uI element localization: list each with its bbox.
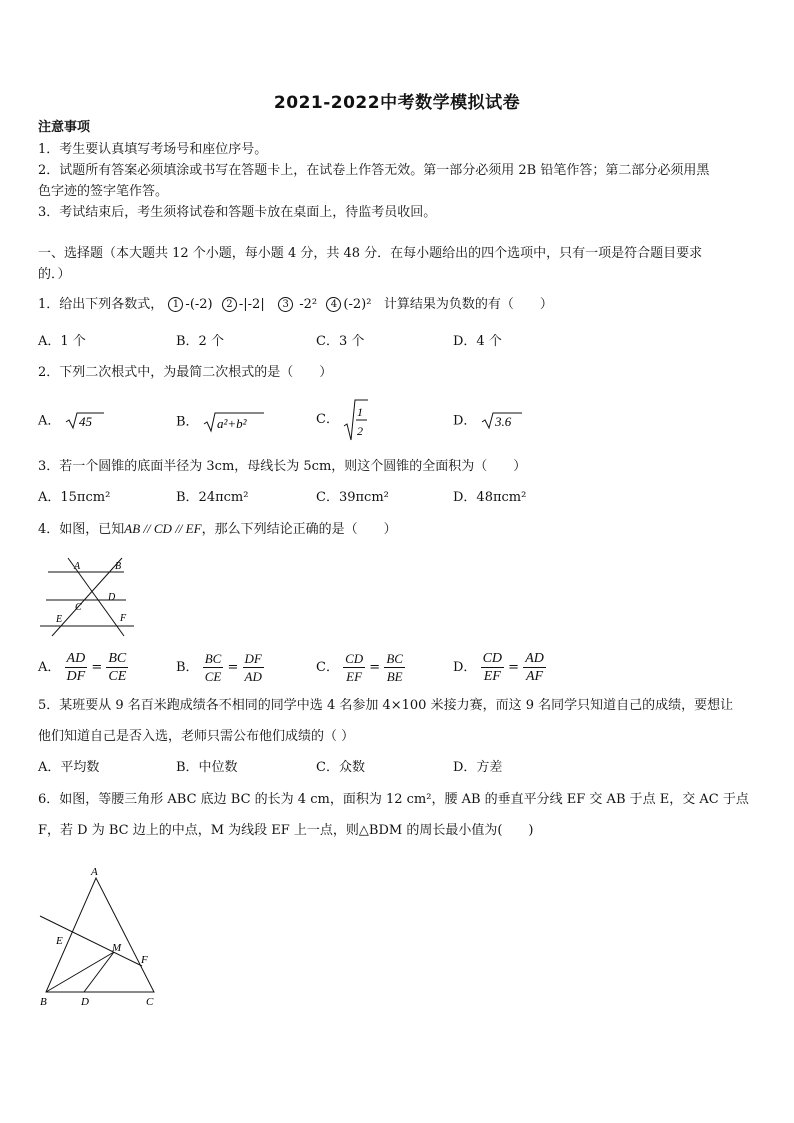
section-heading: 一、选择题（本大题共 12 个小题，每小题 4 分，共 48 分．在每小题给出的四个选项中，只有一项是符合题目要求	[38, 246, 703, 261]
q1-suffix: 计算结果为负数的有（ ）	[383, 297, 553, 312]
fig6-label-f: F	[141, 954, 148, 966]
fig4-label-b: B	[115, 561, 122, 572]
question-2-stem: 2．下列二次根式中，为最简二次根式的是（ ）	[38, 365, 333, 380]
fig4-label-d: D	[108, 592, 116, 603]
question-5-stem: 5．某班要从 9 名百米跑成绩各不相同的同学中选 4 名参加 4×100 米接力赛，而这 9 名同学只知道自己的成绩，要想让	[38, 698, 734, 713]
q4-b-num2: DF	[244, 651, 262, 666]
q1-prefix: 1．给出下列各数式，	[38, 297, 164, 312]
circle-2-icon: 2	[222, 297, 237, 312]
q4-option-d: D． $\frac{CD}{EF}$ = $\frac{AD}{AF}$	[453, 651, 544, 684]
q5-option-b: B．中位数	[176, 760, 238, 775]
q4-stem-math: AB // CD // EF	[124, 521, 202, 536]
q3-option-d: D．48πcm²	[453, 490, 527, 505]
notice-item-2: 2．试题所有答案必须填涂或书写在答题卡上，在试卷上作答无效。第一部分必须用 2B 铅笔作答；第二部分必须用黑	[38, 163, 710, 178]
fig6-label-d: D	[81, 996, 89, 1008]
q4-c-num1: CD	[345, 651, 364, 666]
question-5-stem-cont: 他们知道自己是否入选，老师只需公布他们成绩的（ ）	[38, 729, 355, 744]
q1-item-3: -2²	[299, 297, 318, 312]
q4-d-num2: AD	[525, 651, 544, 666]
fig4-label-c: C	[75, 602, 82, 613]
q2-option-a	[38, 411, 105, 431]
sqrt-icon	[481, 411, 523, 431]
fig4-label-a: A	[74, 561, 81, 572]
notice-item-2-cont: 色字迹的签字笔作答。	[38, 184, 169, 199]
fig6-label-e: E	[56, 935, 63, 947]
q3-option-b: B．24πcm²	[176, 490, 249, 505]
circle-1-icon: 1	[168, 297, 183, 312]
fig6-label-b: B	[40, 996, 47, 1008]
q1-option-a: A．1 个	[38, 334, 86, 349]
fig4-label-e: E	[56, 614, 63, 625]
q2-radicand-a: 45	[78, 414, 92, 429]
circle-4-icon: 4	[326, 297, 341, 312]
q4-c-num2: BC	[386, 651, 403, 666]
q2-frac-top: 1	[357, 405, 364, 419]
q4-b-num1: BC	[204, 651, 222, 666]
notice-item-3: 3．考试结束后，考生须将试卷和答题卡放在桌面上，待监考员收回。	[38, 205, 437, 220]
q2-option-b	[176, 411, 265, 433]
q2-option-c	[316, 398, 369, 442]
q4-b-den2: AD	[244, 669, 262, 684]
q4-stem-post: ，那么下列结论正确的是（ ）	[201, 522, 397, 537]
triangle-figure	[34, 862, 174, 1012]
section-heading-cont: 的．）	[38, 267, 71, 282]
notice-heading: 注意事项	[38, 120, 91, 135]
q2-option-d	[453, 411, 523, 431]
sqrt-icon	[65, 411, 105, 431]
q4-label-a: A．	[38, 660, 61, 675]
q4-d-den2: AF	[525, 669, 544, 684]
q2-radicand-d: 3.6	[494, 414, 511, 429]
q2-label-a: A．	[38, 413, 61, 429]
q5-option-a: A．平均数	[38, 760, 100, 775]
q2-label-b: B．	[176, 414, 199, 430]
sqrt-icon	[203, 411, 265, 433]
q1-item-2: -|-2|	[238, 297, 265, 312]
question-4-stem	[38, 520, 397, 539]
q4-option-a: A． $\frac{AD}{DF}$ = $\frac{BC}{CE}$	[38, 651, 127, 684]
q1-option-b: B．2 个	[176, 334, 224, 349]
q4-d-num1: CD	[482, 651, 503, 666]
q1-item-4: (-2)²	[343, 297, 372, 312]
q2-label-d: D．	[453, 413, 477, 429]
q2-radicand-b: a²+b²	[216, 416, 247, 431]
q4-label-c: C．	[316, 660, 339, 675]
notice-item-1: 1．考生要认真填写考场号和座位序号。	[38, 142, 268, 157]
q4-a-den1: DF	[66, 669, 86, 684]
fig4-label-f: F	[120, 613, 127, 624]
q4-label-d: D．	[453, 660, 477, 675]
question-3-stem: 3．若一个圆锥的底面半径为 3cm，母线长为 5cm，则这个圆锥的全面积为（ ）	[38, 459, 527, 474]
q2-label-c: C．	[316, 412, 339, 427]
q5-option-c: C．众数	[316, 760, 365, 775]
q4-option-b: B． $\frac{BC}{CE}$ = $\frac{DF}{AD}$	[176, 651, 262, 684]
q4-a-den2: CE	[108, 669, 127, 684]
q4-a-num2: BC	[108, 651, 127, 666]
q1-item-1: -(-2)	[185, 297, 213, 312]
circle-3-icon: 3	[278, 297, 293, 312]
q5-option-d: D．方差	[453, 760, 503, 775]
q4-d-den1: EF	[483, 669, 501, 684]
q4-c-den1: EF	[346, 669, 363, 684]
fig6-label-m: M	[112, 942, 122, 954]
q3-option-c: C．39πcm²	[316, 490, 389, 505]
q2-frac-bottom: 2	[357, 424, 364, 438]
question-1-stem	[38, 296, 553, 314]
page-title: 2021-2022中考数学模拟试卷	[273, 93, 521, 113]
q4-label-b: B．	[176, 660, 199, 675]
sqrt-frac-icon	[343, 398, 369, 442]
q4-b-den1: CE	[204, 669, 222, 684]
q4-c-den2: BE	[386, 669, 403, 684]
question-6-stem: 6．如图，等腰三角形 ABC 底边 BC 的长为 4 cm，面积为 12 cm²，腰 AB 的垂直平分线 EF 交 AB 于点 E，交 AC 于点	[38, 792, 749, 807]
parallel-lines-figure	[38, 552, 142, 642]
question-6-stem-cont: F，若 D 为 BC 边上的中点，M 为线段 EF 上一点，则△BDM 的周长最小值为( )	[38, 823, 534, 838]
q1-option-c: C．3 个	[316, 334, 365, 349]
q4-a-num1: AD	[66, 651, 86, 666]
fig6-label-a: A	[91, 866, 98, 878]
q4-stem-pre: 4．如图，已知	[38, 522, 125, 537]
q4-option-c: C． $\frac{CD}{EF}$ = $\frac{BC}{BE}$	[316, 651, 403, 684]
q1-option-d: D．4 个	[453, 334, 502, 349]
q3-option-a: A．15πcm²	[38, 490, 111, 505]
fig6-label-c: C	[146, 996, 154, 1008]
